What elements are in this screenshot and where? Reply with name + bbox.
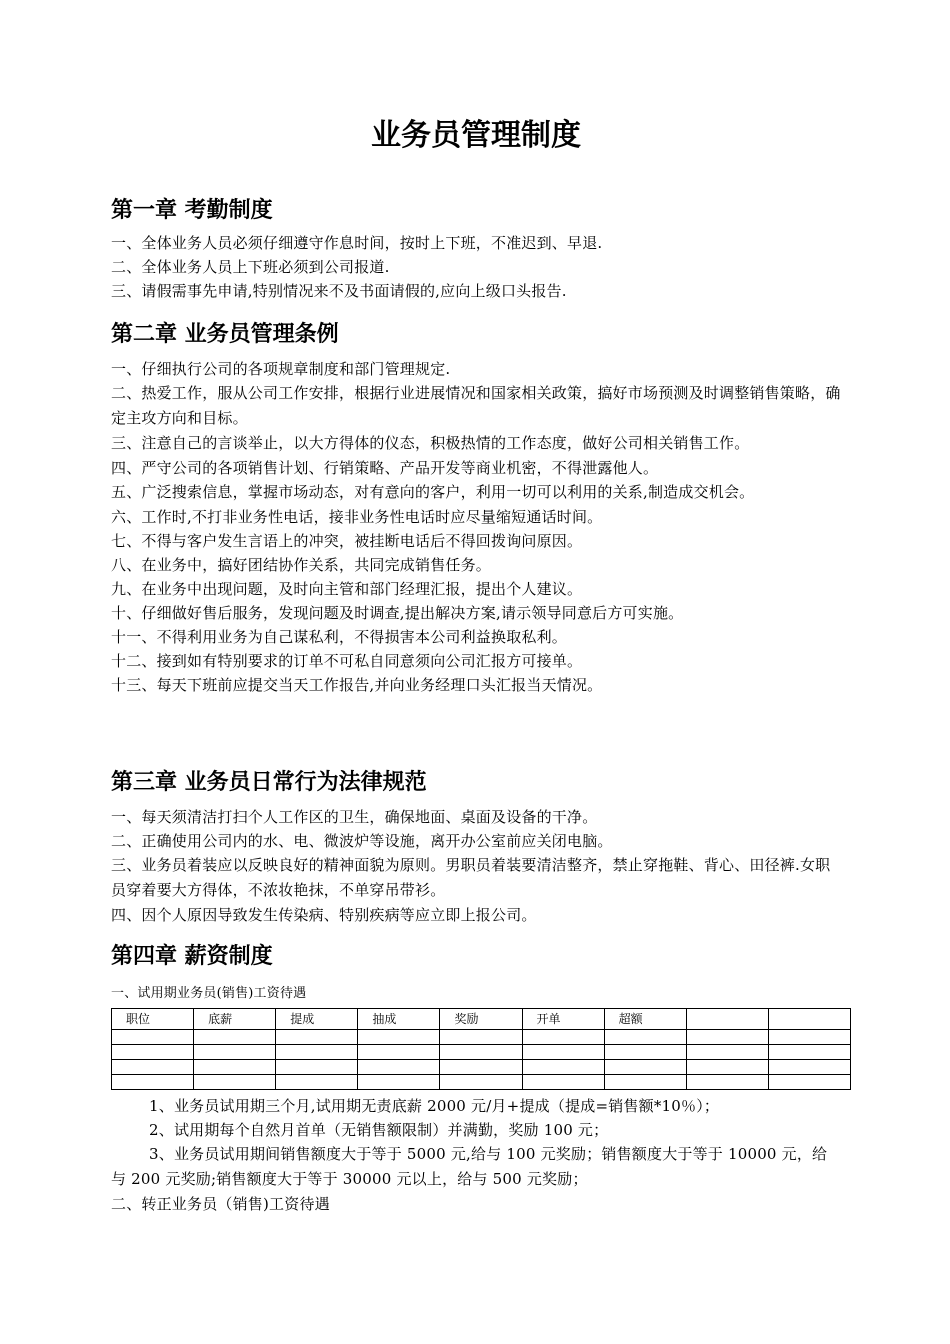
table-row: [112, 1075, 851, 1090]
clause: 十一、不得利用业务为自己谋私利，不得损害本公司利益换取私利。: [111, 628, 568, 646]
sub-heading: 一、试用期业务员(销售)工资待遇: [111, 986, 307, 1001]
table-cell: [440, 1045, 522, 1060]
table-cell: [440, 1060, 522, 1075]
table-cell: [358, 1045, 440, 1060]
table-cell: [194, 1060, 276, 1075]
table-cell: [358, 1075, 440, 1090]
table-cell: [604, 1075, 686, 1090]
table-header-cell: 提成: [276, 1009, 358, 1030]
table-header-row: [112, 1009, 851, 1030]
table-cell: [522, 1030, 604, 1045]
table-cell: [440, 1075, 522, 1090]
clause: 二、正确使用公司内的水、电、微波炉等设施，离开办公室前应关闭电脑。: [111, 832, 613, 850]
chapter-heading: 第三章 业务员日常行为法律规范: [111, 770, 427, 795]
table-cell: [276, 1030, 358, 1045]
table-cell: [194, 1030, 276, 1045]
table-header-cell: [686, 1009, 768, 1030]
table-header-cell: 超额: [604, 1009, 686, 1030]
clause: 二、热爱工作，服从公司工作安排，根据行业进展情况和国家相关政策，搞好市场预测及时调整销售策略，确定主攻方向和目标。: [111, 384, 841, 427]
clause: 三、业务员着装应以反映良好的精神面貌为原则。男职员着装要清洁整齐，禁止穿拖鞋、背心、田径裤.女职员穿着要大方得体，不浓妆艳抹，不单穿吊带衫。: [111, 856, 831, 899]
table-cell: [358, 1060, 440, 1075]
table-row: [112, 1045, 851, 1060]
table-cell: [276, 1060, 358, 1075]
clause: 十、仔细做好售后服务，发现问题及时调查,提出解决方案,请示领导同意后方可实施。: [111, 604, 684, 622]
table-cell: [604, 1060, 686, 1075]
document-title: 业务员管理制度: [371, 118, 581, 153]
clause: 三、注意自己的言谈举止，以大方得体的仪态，积极热情的工作态度，做好公司相关销售工作。: [111, 434, 750, 452]
table-cell: [604, 1045, 686, 1060]
table-cell: [112, 1060, 194, 1075]
table-cell: [440, 1030, 522, 1045]
clause: 五、广泛搜索信息，掌握市场动态，对有意向的客户，利用一切可以利用的关系,制造成交机会。: [111, 483, 755, 501]
table-cell: [686, 1075, 768, 1090]
clause: 四、因个人原因导致发生传染病、特别疾病等应立即上报公司。: [111, 906, 537, 924]
clause: 十三、每天下班前应提交当天工作报告,并向业务经理口头汇报当天情况。: [111, 676, 603, 694]
clause: 四、严守公司的各项销售计划、行销策略、产品开发等商业机密，不得泄露他人。: [111, 459, 659, 477]
table-header-cell: 职位: [112, 1009, 194, 1030]
clause: 十二、接到如有特别要求的订单不可私自同意须向公司汇报方可接单。: [111, 652, 583, 670]
table-cell: [686, 1030, 768, 1045]
table-header-cell: [768, 1009, 850, 1030]
table-cell: [522, 1060, 604, 1075]
salary-table: [111, 1008, 851, 1090]
chapter-heading: 第二章 业务员管理条例: [111, 322, 339, 347]
table-cell: [768, 1060, 850, 1075]
chapter-3: [111, 768, 841, 927]
salary-note: 2、试用期每个自然月首单（无销售额限制）并满勤，奖励 100 元；: [149, 1121, 609, 1139]
table-header-cell: 奖励: [440, 1009, 522, 1030]
table-cell: [686, 1060, 768, 1075]
table-row: [112, 1030, 851, 1045]
table-header-cell: 抽成: [358, 1009, 440, 1030]
table-cell: [604, 1030, 686, 1045]
table-cell: [112, 1030, 194, 1045]
chapter-heading: 第四章 薪资制度: [111, 944, 273, 969]
table-cell: [768, 1030, 850, 1045]
table-cell: [522, 1075, 604, 1090]
table-header-cell: 开单: [522, 1009, 604, 1030]
clause: 八、在业务中，搞好团结协作关系，共同完成销售任务。: [111, 556, 492, 574]
table-cell: [522, 1045, 604, 1060]
table-cell: [194, 1045, 276, 1060]
clause: 一、全体业务人员必须仔细遵守作息时间，按时上下班，不准迟到、早退.: [111, 234, 603, 252]
table-row: [112, 1060, 851, 1075]
clause: 一、每天须清洁打扫个人工作区的卫生，确保地面、桌面及设备的干净。: [111, 808, 598, 826]
clause: 一、仔细执行公司的各项规章制度和部门管理规定.: [111, 360, 451, 378]
clause: 七、不得与客户发生言语上的冲突，被挂断电话后不得回拨询问原因。: [111, 532, 583, 550]
table-cell: [686, 1045, 768, 1060]
table-header-cell: 底薪: [194, 1009, 276, 1030]
table-cell: [276, 1045, 358, 1060]
chapter-heading: 第一章 考勤制度: [111, 198, 273, 223]
table-cell: [768, 1045, 850, 1060]
table-cell: [276, 1075, 358, 1090]
salary-note: 1、业务员试用期三个月,试用期无责底薪 2000 元/月+提成（提成=销售额*10％）；: [149, 1097, 720, 1115]
chapter-2: [111, 320, 841, 697]
table-cell: [194, 1075, 276, 1090]
clause: 三、请假需事先申请,特别情况来不及书面请假的,应向上级口头报告.: [111, 282, 567, 300]
table-cell: [768, 1075, 850, 1090]
table-cell: [112, 1075, 194, 1090]
clause: 九、在业务中出现问题，及时向主管和部门经理汇报，提出个人建议。: [111, 580, 583, 598]
salary-note: 3、业务员试用期间销售额度大于等于 5000 元,给与 100 元奖励；销售额度大于等于 10000 元，给与 200 元奖励;销售额度大于等于 30000 元以上，给与 500 元奖励；: [111, 1145, 828, 1188]
table-cell: [112, 1045, 194, 1060]
clause: 二、全体业务人员上下班必须到公司报道.: [111, 258, 390, 276]
table-cell: [358, 1030, 440, 1045]
sub-heading: 二、转正业务员（销售)工资待遇: [111, 1195, 330, 1213]
chapter-4: [111, 942, 841, 1216]
clause: 六、工作时,不打非业务性电话，接非业务性电话时应尽量缩短通话时间。: [111, 508, 603, 526]
chapter-1: [111, 196, 841, 303]
